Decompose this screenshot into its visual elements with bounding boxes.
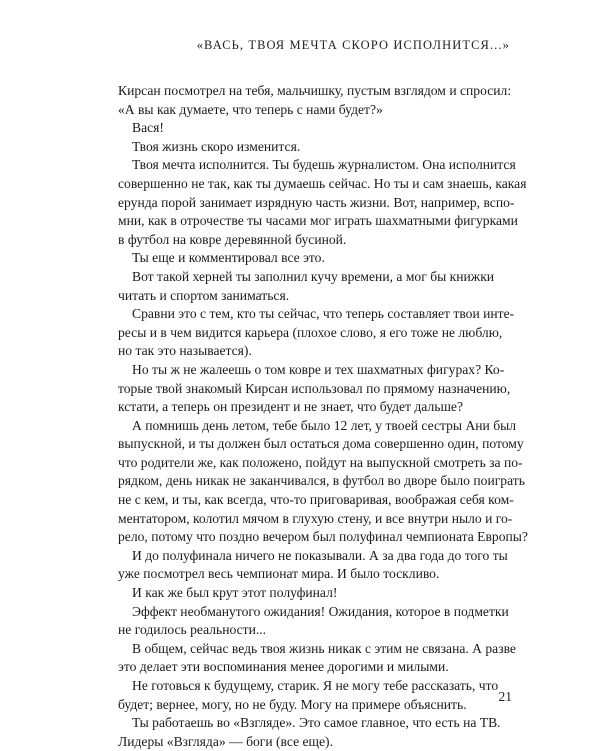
text-line: уже посмотрел весь чемпионат мира. И было тоскливо.	[118, 566, 440, 582]
text-line: будет; вернее, могу, но не буду. Могу на примере объяснить.	[118, 696, 467, 712]
text-line: мни, как в отрочестве ты часами мог играть шахматными фигурками	[118, 213, 518, 229]
text-line: Вот такой херней ты заполнил кучу времени, а мог бы книжки	[132, 268, 495, 284]
text-line: Лидеры «Взгляда» — боги (все еще).	[118, 733, 333, 749]
text-line: Эффект необманутого ожидания! Ожидания, которое в подметки	[132, 603, 509, 619]
text-line: А помнишь день летом, тебе было 12 лет, у твоей сестры Ани был	[132, 417, 517, 433]
text-line: ментатором, колотил мячом в глухую стену, и все внутри ныло и го-	[118, 510, 513, 526]
text-line: что родители же, как положено, пойдут на выпускной смотреть за по-	[118, 454, 523, 470]
text-line: Не готовься к будущему, старик. Я не могу тебе рассказать, что	[132, 678, 499, 693]
text-line: И как же был крут этот полуфинал!	[132, 585, 338, 601]
text-line: кстати, а теперь он президент и не знает, что будет дальше?	[118, 399, 463, 415]
text-line: «А вы как думаете, что теперь с нами будет?»	[118, 101, 383, 117]
text-line: не годилось реальности...	[118, 622, 267, 638]
text-line: ресы и в чем видится карьера (плохое слово, я его тоже не люблю,	[118, 324, 503, 340]
text-line: читать и спортом заниматься.	[118, 287, 290, 303]
text-line: И до полуфинала ничего не показывали. А за два года до того ты	[132, 547, 508, 563]
text-line: рядком, день никак не заканчивался, в футбол во дворе было поиграть	[118, 473, 525, 489]
text-line: это делает эти воспоминания менее дорогими и милыми.	[118, 659, 449, 675]
text-line: В общем, сейчас ведь твоя жизнь никак с этим не связана. А разве	[132, 640, 516, 656]
text-line: Твоя жизнь скоро изменится.	[132, 138, 301, 154]
text-line: Вася!	[132, 120, 164, 136]
text-line: Кирсан посмотрел на тебя, мальчишку, пустым взглядом и спросил:	[118, 83, 512, 98]
text-line: Ты работаешь во «Взгляде». Это самое главное, что есть на ТВ.	[132, 715, 501, 731]
text-line: совершенно не так, как ты думаешь сейчас. Но ты и сам знаешь, какая	[118, 175, 527, 191]
text-line: Сравни это с тем, кто ты сейчас, что теперь составляет твои инте-	[132, 306, 515, 322]
running-head: «ВАСЬ, ТВОЯ МЕЧТА СКОРО ИСПОЛНИТСЯ...»	[196, 38, 510, 52]
text-line: ерунда порой занимает изрядную часть жизни. Вот, например, вспо-	[118, 194, 515, 210]
text-line: но так это называется).	[118, 343, 252, 359]
text-line: в футбол на ковре деревянной бусиной.	[118, 231, 347, 247]
page-number: 21	[498, 689, 512, 704]
text-line: торые твой знакомый Кирсан использовал по прямому назначению,	[118, 380, 511, 396]
text-line: Твоя мечта исполнится. Ты будешь журналистом. Она исполнится	[132, 157, 516, 173]
text-line: рело, потому что поздно вечером был полуфинал чемпионата Европы?	[118, 529, 528, 545]
text-line: не с кем, и ты, как всегда, что-то приговаривая, воображая себя ком-	[118, 492, 514, 508]
text-line: Но ты ж не жалеешь о том ковре и тех шахматных фигурах? Ко-	[132, 361, 505, 377]
text-line: выпускной, и ты должен был остаться дома совершенно один, потому	[118, 436, 524, 452]
text-line: Ты еще и комментировал все это.	[132, 250, 325, 266]
